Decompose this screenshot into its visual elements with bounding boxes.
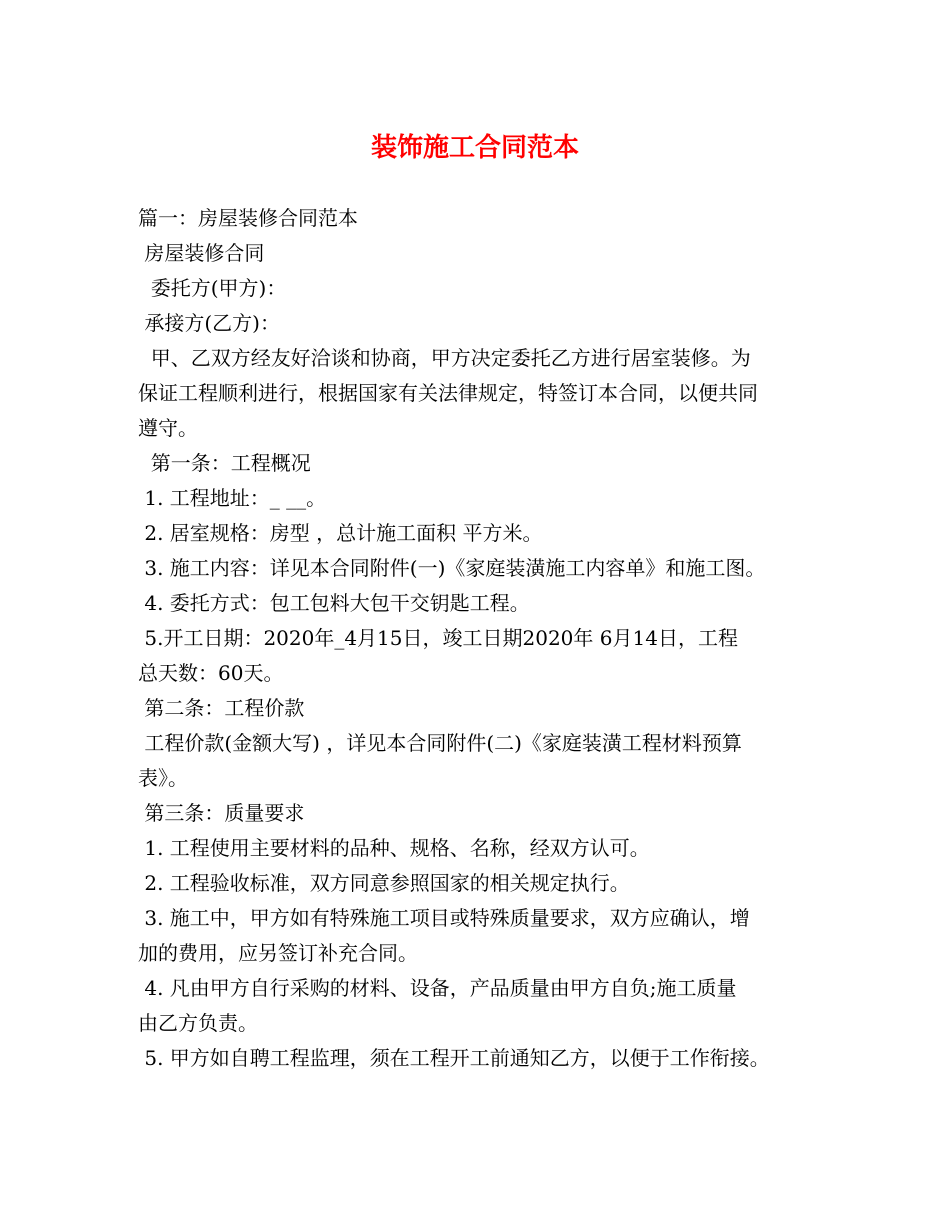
article-3-heading: 第三条：质量要求 [138,801,305,825]
article-1-heading: 第一条：工程概况 [138,451,311,475]
article-1-item-1: 1. 工程地址：_ __。 [138,486,327,510]
article-3-item-5: 5. 甲方如自聘工程监理，须在工程开工前通知乙方，以便于工作衔接。 [138,1046,770,1070]
document-title: 装饰施工合同范本 [370,133,579,163]
preamble-line-3: 遵守。 [138,416,198,440]
article-3-item-3-cont: 加的费用，应另签订补充合同。 [138,941,418,965]
article-1-item-5: 5.开工日期：2020年_4月15日，竣工日期2020年 6月14日，工程 [138,626,738,650]
article-1-item-2: 2. 居室规格：房型 ，总计施工面积 平方米。 [138,521,543,545]
article-3-item-1: 1. 工程使用主要材料的品种、规格、名称，经双方认可。 [138,836,650,860]
contract-heading: 房屋装修合同 [138,241,265,265]
document-body [138,201,818,1076]
party-b-line: 承接方(乙方)： [138,311,280,335]
preamble-line-1: 甲、乙双方经友好洽谈和协商，甲方决定委托乙方进行居室装修。为 [138,346,751,370]
preamble-line-2: 保证工程顺利进行，根据国家有关法律规定，特签订本合同，以便共同 [138,381,758,405]
article-3-item-4-cont: 由乙方负责。 [138,1011,258,1035]
article-3-item-3: 3. 施工中，甲方如有特殊施工项目或特殊质量要求，双方应确认，增 [138,906,750,930]
article-1-item-5-cont: 总天数：60天。 [138,661,284,685]
article-1-item-4: 4. 委托方式：包工包料大包干交钥匙工程。 [138,591,530,615]
article-2-text-cont: 表》。 [138,766,188,790]
article-3-item-4: 4. 凡由甲方自行采购的材料、设备，产品质量由甲方自负;施工质量 [138,976,737,1000]
article-1-item-3: 3. 施工内容：详见本合同附件(一)《家庭装潢施工内容单》和施工图。 [138,556,766,580]
section-heading: 篇一：房屋装修合同范本 [138,206,358,230]
article-2-heading: 第二条：工程价款 [138,696,305,720]
article-2-text: 工程价款(金额大写) ，详见本合同附件(二)《家庭装潢工程材料预算 [138,731,742,755]
party-a-line: 委托方(甲方)： [138,276,287,300]
article-3-item-2: 2. 工程验收标准，双方同意参照国家的相关规定执行。 [138,871,630,895]
